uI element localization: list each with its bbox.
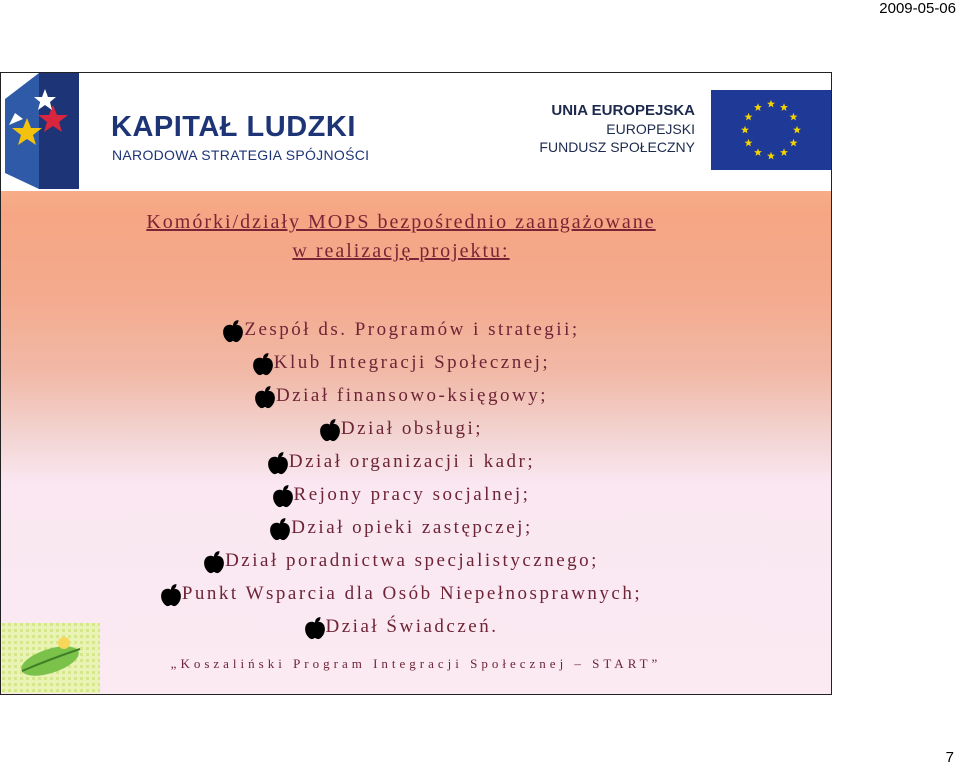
list-item-text: Zespół ds. Programów i strategii; (244, 319, 580, 340)
list-item (1, 412, 801, 445)
logo-subtitle: NARODOWA STRATEGIA SPÓJNOŚCI (112, 147, 370, 163)
list-item (1, 511, 801, 544)
eu-text-block (495, 101, 695, 156)
slide-footer: „Koszaliński Program Integracji Społecznej – START” (170, 656, 662, 671)
page-number: 7 (945, 749, 954, 766)
apple-icon (160, 583, 182, 607)
apple-icon (272, 484, 294, 508)
list-item (1, 379, 801, 412)
eu-line-1: UNIA EUROPEJSKA (551, 102, 695, 119)
list-item-text: Dział Świadczeń. (325, 616, 499, 637)
apple-icon (222, 319, 244, 343)
list-item (1, 577, 801, 610)
list-item-text: Klub Integracji Społecznej; (273, 352, 551, 373)
apple-icon (269, 517, 291, 541)
list-item (1, 478, 801, 511)
eu-line-3: FUNDUSZ SPOŁECZNY (539, 139, 695, 155)
list-item-text: Dział opieki zastępczej; (291, 517, 533, 538)
list-item-text: Dział finansowo-księgowy; (276, 385, 548, 406)
apple-icon (252, 352, 274, 376)
list-item (1, 610, 801, 643)
list-item (1, 346, 801, 379)
list-item-text: Punkt Wsparcia dla Osób Niepełnosprawnych; (181, 583, 643, 604)
slide-heading-line-1: Komórki/działy MOPS bezpośrednio zaangażowane (146, 211, 656, 233)
list-item-text: Rejony pracy socjalnej; (293, 484, 531, 505)
slide-header (1, 73, 831, 191)
date-label: 2009-05-06 (879, 0, 956, 17)
slide-heading-line-2: w realizację projektu: (292, 240, 510, 262)
apple-icon (203, 550, 225, 574)
list-item-text: Dział poradnictwa specjalistycznego; (225, 550, 599, 571)
apple-icon (304, 616, 326, 640)
list-item-text: Dział obsługi; (340, 418, 484, 439)
list-item-text: Dział organizacji i kadr; (288, 451, 536, 472)
list-item (1, 544, 801, 577)
apple-icon (254, 385, 276, 409)
slide (0, 72, 832, 695)
list-item (1, 313, 801, 346)
eu-flag-icon (711, 90, 831, 170)
list-item (1, 445, 801, 478)
department-list (1, 313, 801, 643)
logo-title: KAPITAŁ LUDZKI (111, 111, 356, 143)
kapital-ludzki-logo (5, 73, 79, 189)
eu-line-2: EUROPEJSKI (606, 121, 695, 137)
apple-icon (319, 418, 341, 442)
apple-icon (267, 451, 289, 475)
